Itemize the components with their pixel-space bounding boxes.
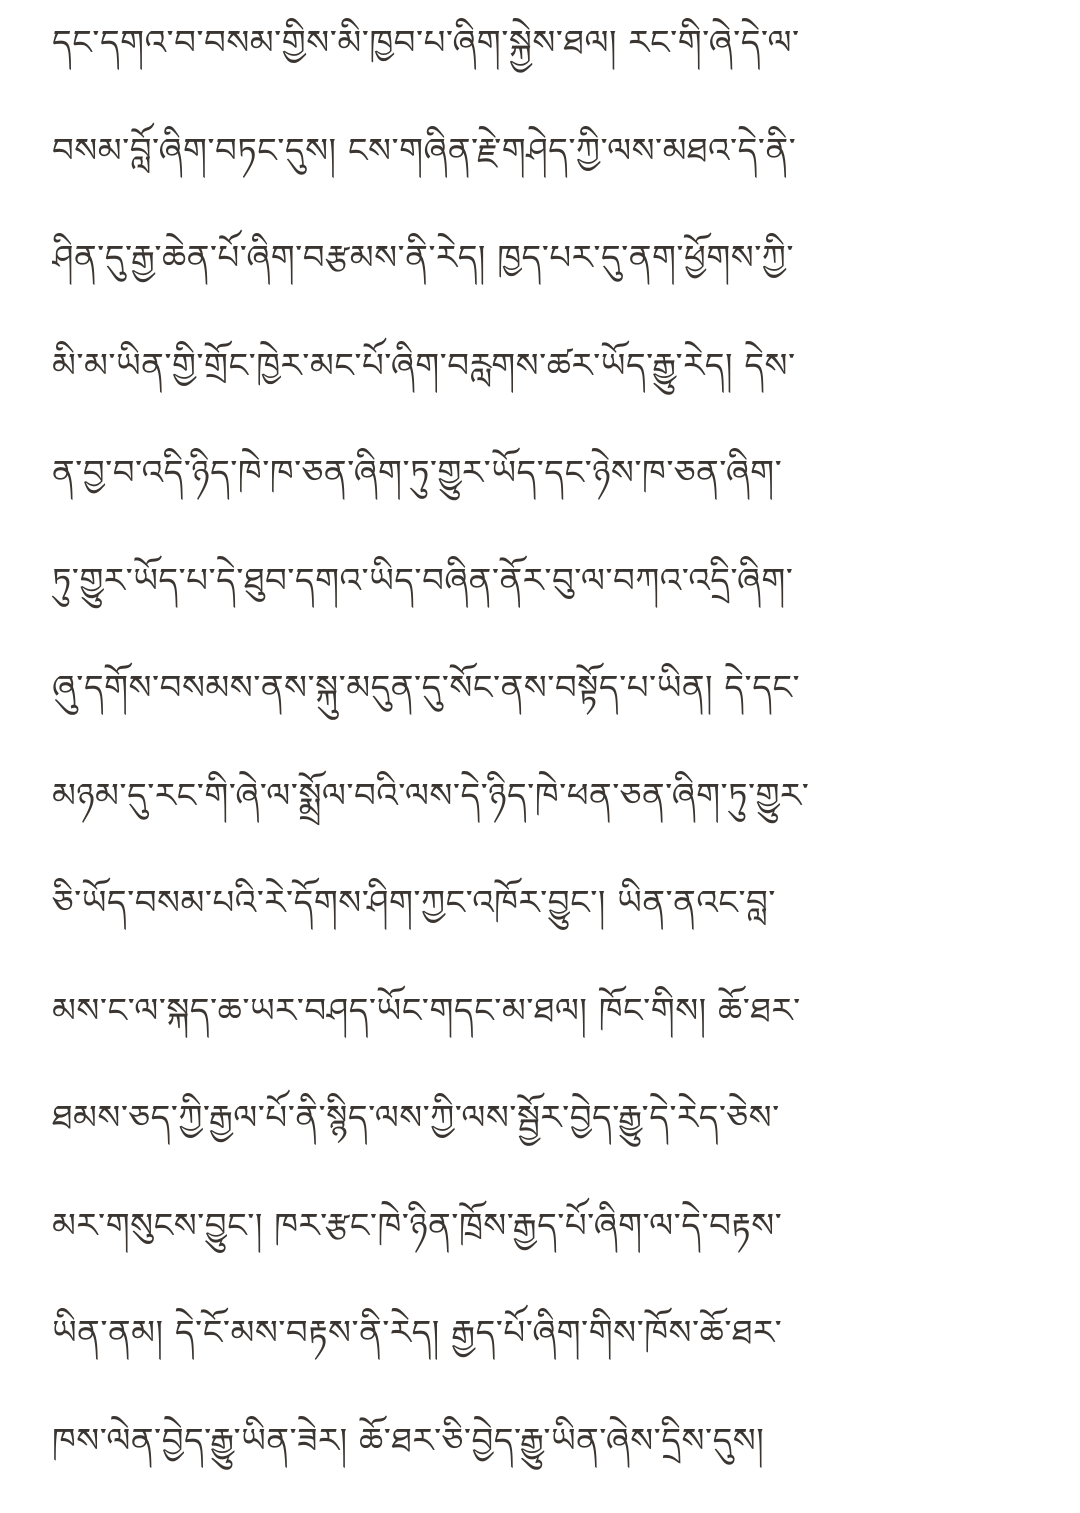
text-line: ཞུ་དགོས་བསམས་ནས་སྐུ་མདུན་དུ་སོང་ནས་བསྟོད་པ་ཡིན། དེ་དང་ bbox=[52, 653, 1037, 761]
text-line: ཏུ་གྱུར་ཡོད་པ་དེ་ཐུབ་དགའ་ཡིད་བཞིན་ནོར་བུ་ལ་བཀའ་འདྲི་ཞིག་ bbox=[52, 546, 1037, 654]
text-line: ཐམས་ཅད་ཀྱི་རྒྱལ་པོ་ནི་སྙིད་ལས་ཀྱི་ལས་སྦྱོར་བྱེད་རྒྱུ་དེ་རེད་ཅེས་ bbox=[52, 1083, 1037, 1191]
text-line: མཉམ་དུ་རང་གི་ཞེ་ལ་སྨྲོལ་བའི་ལས་དེ་ཉིད་ཁེ་ཕན་ཅན་ཞིག་ཏུ་གྱུར་ bbox=[52, 761, 1037, 869]
text-line: ཤིན་དུ་རྒྱ་ཆེན་པོ་ཞིག་བརྩམས་ནི་རེད། ཁྱད་པར་དུ་ནག་ཕྱོགས་ཀྱི་ bbox=[52, 223, 1037, 331]
text-line: ཁས་ལེན་བྱེད་རྒྱུ་ཡིན་ཟེར། ཆོ་ཐར་ཅི་བྱེད་རྒྱུ་ཡིན་ཞེས་དྲིས་དུས། bbox=[52, 1406, 1037, 1513]
text-line: མས་ང་ལ་སྐད་ཆ་ཡར་བཤད་ཡོང་གདང་མ་ཐལ། ཁོང་གིས། ཆོ་ཐར་ bbox=[52, 976, 1037, 1084]
text-line: བསམ་བློ་ཞིག་བཏང་དུས། ངས་གཞིན་རྗེ་གཤེད་ཀྱི་ལས་མཐའ་དེ་ནི་ bbox=[52, 116, 1037, 224]
text-line: ཅི་ཡོད་བསམ་པའི་རེ་དོགས་ཤིག་ཀྱང་འཁོར་བྱུང་། ཡིན་ནའང་བླ་ bbox=[52, 868, 1037, 976]
text-line: དང་དགའ་བ་བསམ་གྱིས་མི་ཁྱབ་པ་ཞིག་སྐྱེས་ཐལ། རང་གི་ཞེ་དེ་ལ་ bbox=[52, 8, 1037, 116]
tibetan-text-body bbox=[52, 8, 1037, 1513]
text-line: ཡིན་ནམ། དེ་ངོ་མས་བརྟས་ནི་རེད། རྒྱད་པོ་ཞིག་གིས་ཁོས་ཆོ་ཐར་ bbox=[52, 1298, 1037, 1406]
text-line: ན་བྱ་བ་འདི་ཉིད་ཁེ་ཁ་ཅན་ཞིག་ཏུ་གྱུར་ཡོད་དང་ཉེས་ཁ་ཅན་ཞིག་ bbox=[52, 438, 1037, 546]
text-line: མི་མ་ཡིན་གྱི་གྲོང་ཁྱེར་མང་པོ་ཞིག་བརླགས་ཚར་ཡོད་རྒྱུ་རེད། དེས་ bbox=[52, 331, 1037, 439]
text-line: མར་གསུངས་བྱུང་། ཁར་རྩང་ཁེ་ཉིན་ཁྲོས་རྒྱད་པོ་ཞིག་ལ་དེ་བརྟས་ bbox=[52, 1191, 1037, 1299]
